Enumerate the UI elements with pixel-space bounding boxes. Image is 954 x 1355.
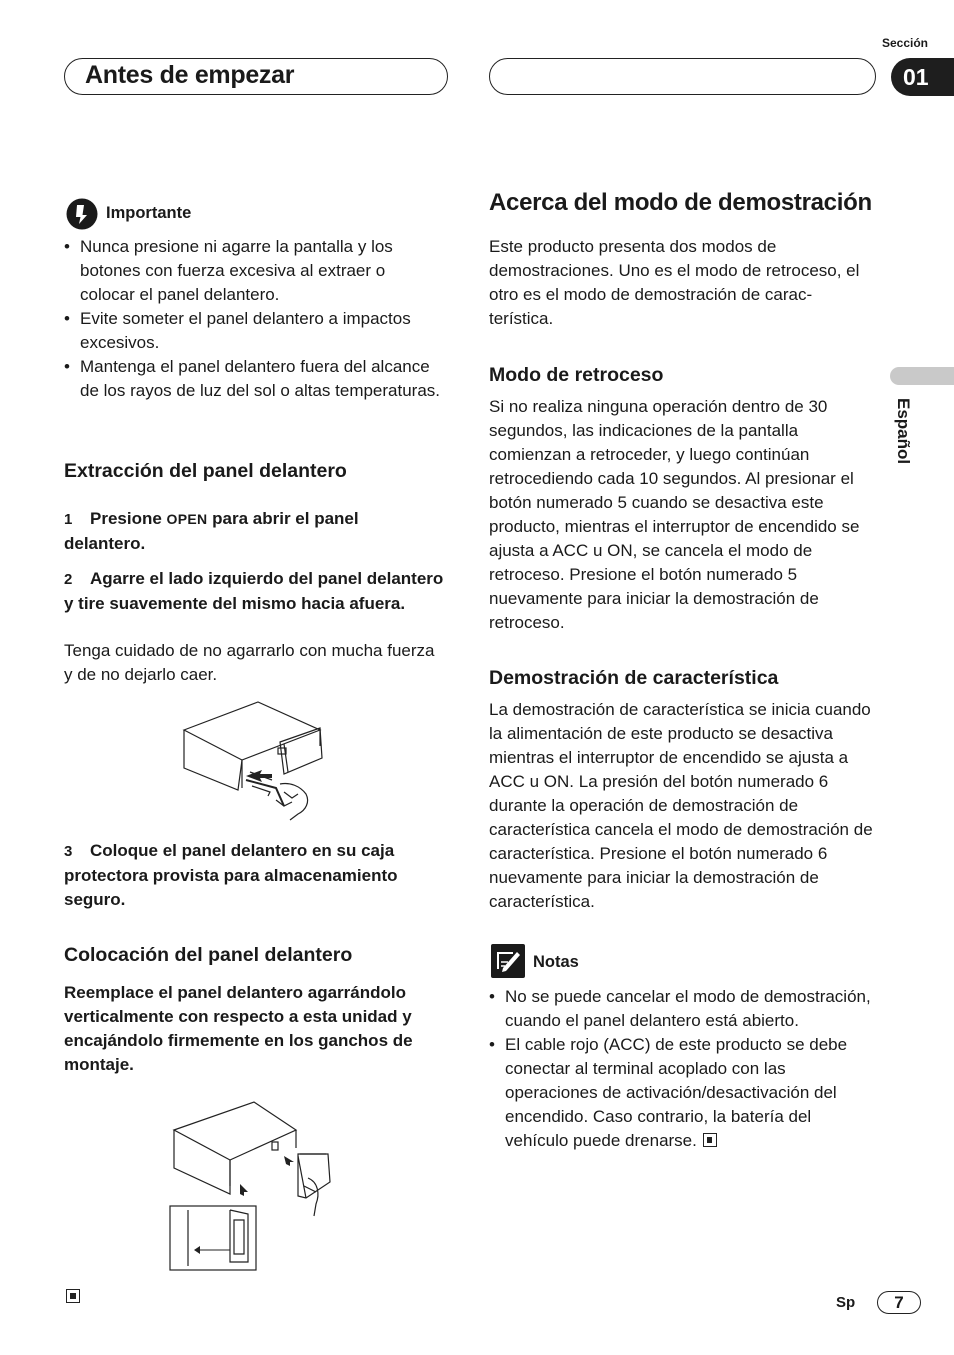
attach-heading: Colocación del panel delantero: [64, 944, 353, 966]
panel-attach-illustration: [168, 1098, 336, 1272]
notes-icon: [491, 944, 525, 978]
chapter-title: Antes de empezar: [85, 61, 295, 89]
step-text: Coloque el panel delantero en su caja protectora provista para almacenamiento seguro.: [64, 841, 398, 909]
panel-removal-illustration: [180, 698, 330, 823]
removal-step-1: [64, 507, 444, 556]
header-empty-box: [489, 58, 876, 95]
removal-heading: Extracción del panel delantero: [64, 460, 347, 482]
section-number-tab: 01: [891, 58, 954, 96]
demo-heading: Acerca del modo de demostración: [489, 189, 872, 216]
step-text: Presione: [90, 509, 167, 528]
reverse-mode-heading: Modo de retroceso: [489, 364, 664, 386]
chapter-title-box: [64, 58, 448, 95]
step-number: 2: [64, 571, 73, 588]
important-label: Importante: [106, 204, 192, 222]
end-mark-icon: [66, 1289, 80, 1307]
notes-label: Notas: [533, 953, 579, 971]
list-item-text: El cable rojo (ACC) de este producto se debe conectar al terminal acoplado con las operaciones de activación/desactivación del encendido. Caso contrario, la batería del vehículo puede drenarse.: [505, 1035, 848, 1150]
list-item: • Evite someter el panel delantero a impactos excesivos.: [64, 307, 444, 355]
removal-step-3: [64, 839, 446, 912]
language-tab-label: Español: [894, 398, 913, 465]
language-tab-bar: [890, 367, 954, 385]
feature-demo-text: La demostración de característica se inicia cuando la alimentación de este producto se desactiva mientras el interruptor de encendido se ajusta a ACC u ON. La presión del botón numerado 6 durante la operación de demostración de característica cancela el modo de demostración de característica. Presione el botón numerado 6 nuevamente para iniciar la demostración de característica.: [489, 700, 873, 911]
list-item: • Mantenga el panel delantero fuera del alcance de los rayos de luz del sol o altas temperaturas.: [64, 355, 444, 403]
important-icon: [66, 198, 98, 230]
list-item: • Nunca presione ni agarre la pantalla y los botones con fuerza excesiva al extraer o colocar el panel delantero.: [64, 235, 444, 307]
list-item: • No se puede cancelar el modo de demostración, cuando el panel delantero está abierto.: [489, 985, 875, 1033]
step-text: para abrir el panel delantero.: [64, 509, 359, 553]
footer-language-code: Sp: [836, 1294, 856, 1311]
page-number: 7: [877, 1291, 921, 1314]
feature-demo-heading: Demostración de característica: [489, 667, 779, 689]
end-mark-icon: [703, 1133, 717, 1147]
list-item: [489, 1033, 875, 1153]
attach-instructions: Reemplace el panel delantero agarrándolo verticalmente con respecto a esta unidad y encajándolo firmemente en los ganchos de montaje.: [64, 983, 413, 1074]
step-number: 3: [64, 843, 73, 860]
section-label: Sección: [881, 36, 928, 50]
open-key-label: OPEN: [166, 511, 208, 527]
step-text: Agarre el lado izquierdo del panel delantero y tire suavemente del mismo hacia afuera.: [64, 569, 444, 613]
reverse-mode-text: Si no realiza ninguna operación dentro de 30 segundos, las indicaciones de la pantalla comienzan a retroceder, y luego continúan retrocediendo cada 10 segundos. Al presionar el botón numerado 5 cuando se desactiva este producto, mientras el interruptor de encendido se ajusta a ACC u ON, se cancela el modo de retroceso. Presione el botón numerado 5 nuevamente para iniciar la demostración de retroceso.: [489, 397, 860, 632]
important-list: [64, 235, 444, 403]
notes-list: [489, 985, 875, 1153]
removal-step-2-note: Tenga cuidado de no agarrarlo con mucha fuerza y de no dejarlo caer.: [64, 641, 435, 684]
removal-step-2: [64, 567, 446, 616]
step-number: 1: [64, 511, 73, 528]
demo-intro: Este producto presenta dos modos de demostraciones. Uno es el modo de retroceso, el otro es el modo de demostración de carac-terística.: [489, 237, 860, 328]
